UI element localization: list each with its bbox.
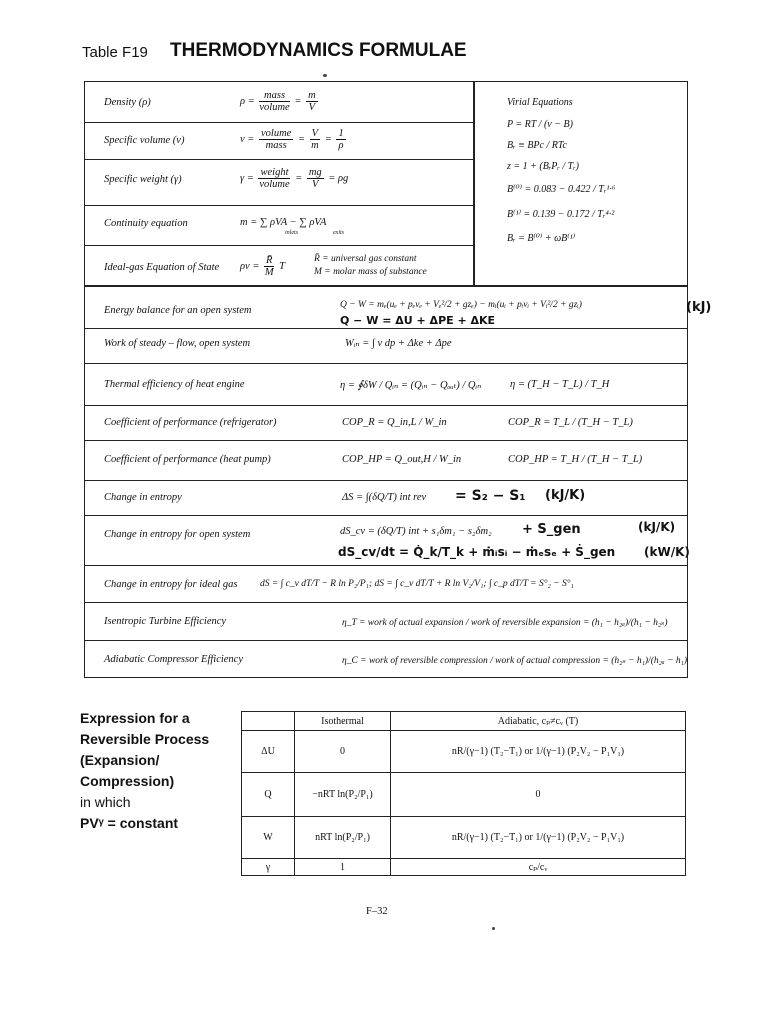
- table-row: [242, 859, 686, 876]
- divider: [84, 602, 688, 603]
- column-header-adiabatic: Adiabatic, cₚ≠cᵥ (T): [391, 712, 686, 731]
- virial-line-3: z = 1 + (BᵣPᵣ / Tᵣ): [507, 161, 579, 172]
- heading-line-3: (Expansion/: [80, 752, 160, 768]
- divider: [84, 205, 474, 206]
- divider: [84, 640, 688, 641]
- table-row: [242, 817, 686, 859]
- reversible-process-heading: [80, 708, 230, 834]
- energy-balance-formula: Q − W = mₑ(uₑ + pₑvₑ + Vₑ²/2 + gzₑ) − mᵢ(uᵢ + pᵢvᵢ + Vᵢ²/2 + gzᵢ): [340, 300, 582, 310]
- turbine-efficiency-formula: η_T = work of actual expansion / work of reversible expansion = (h₁ − h₂ₐ)/(h₁ − h₂ₛ): [342, 618, 668, 628]
- row-label-specific-weight: Specific weight (γ): [104, 174, 182, 185]
- row-label-thermal-efficiency: Thermal efficiency of heat engine: [104, 379, 245, 390]
- cop-refrigerator-carnot: COP_R = T_L / (T_H − T_L): [508, 417, 633, 428]
- page-number: F–32: [366, 906, 388, 917]
- entropy-change-handwriting: = S₂ − S₁: [455, 488, 526, 504]
- speck: [323, 74, 327, 77]
- thermal-efficiency-carnot: η = (T_H − T_L) / T_H: [510, 379, 610, 390]
- row-label-density: Density (ρ): [104, 97, 151, 108]
- table-row: [242, 731, 686, 773]
- entropy-ideal-gas-formula: dS = ∫ c_v dT/T − R ln P₂/P₁; dS = ∫ c_v dT/T + R ln V₂/V₁; ∫ c_p dT/T = S°₂ − S°₁: [260, 579, 574, 589]
- delta-u-isothermal: 0: [295, 731, 391, 773]
- specific-volume-formula: v = volume mass = $\frac{V}{m}$ = $\frac{1}{\rho}$: [240, 128, 344, 151]
- divider: [84, 565, 688, 566]
- entropy-change-formula: ΔS = ∫(δQ/T) int rev: [342, 492, 427, 503]
- row-header-gamma: γ: [242, 859, 295, 876]
- divider: [84, 363, 688, 364]
- heading-line-6: PVᵞ = constant: [80, 815, 179, 831]
- page-title: THERMODYNAMICS FORMULAE: [170, 40, 467, 61]
- row-label-specific-volume: Specific volume (v): [104, 135, 185, 146]
- steady-flow-work-formula: Wᵢₙ = ∫ v dp + Δke + Δpe: [345, 338, 452, 349]
- virial-line-6: Bᵣ = B⁽⁰⁾ + ωB⁽¹⁾: [507, 233, 576, 244]
- virial-line-4: B⁽⁰⁾ = 0.083 − 0.422 / Tᵣ¹·⁶: [507, 184, 616, 195]
- divider: [84, 440, 688, 441]
- virial-title: Virial Equations: [507, 97, 573, 108]
- row-header-q: Q: [242, 773, 295, 817]
- divider: [84, 515, 688, 516]
- thermal-efficiency-formula: η = ∮δW / Qᵢₙ = (Qᵢₙ − Qₒᵤₜ) / Qᵢₙ: [340, 380, 482, 391]
- w-isothermal: nRT ln(P₂/P₁): [295, 817, 391, 859]
- gamma-adiabatic: cₚ/cᵥ: [391, 859, 686, 876]
- virial-line-2: Bᵣ ≡ BPc / RTc: [507, 140, 567, 151]
- delta-u-adiabatic: nR/(γ−1) (T₂−T₁) or 1/(γ−1) (P₂V₂ − P₁V₁): [391, 731, 686, 773]
- row-label-steady-flow-work: Work of steady – flow, open system: [104, 338, 251, 349]
- continuity-exits: exits: [333, 230, 344, 236]
- virial-line-5: B⁽¹⁾ = 0.139 − 0.172 / Tᵣ⁴·²: [507, 209, 615, 220]
- cop-refrigerator-formula: COP_R = Q_in,L / W_in: [342, 417, 447, 428]
- entropy-rate-units-handwriting: (kW/K): [644, 545, 690, 559]
- energy-balance-handwriting: (kJ): [686, 300, 712, 315]
- row-header-delta-u: ΔU: [242, 731, 295, 773]
- row-label-entropy-change: Change in entropy: [104, 492, 182, 503]
- column-header-isothermal: Isothermal: [295, 712, 391, 731]
- row-label-turbine-efficiency: Isentropic Turbine Efficiency: [104, 616, 227, 627]
- row-label-entropy-ideal-gas: Change in entropy for ideal gas: [104, 579, 238, 590]
- energy-balance-handwriting-2: Q − W = ΔU + ΔPE + ΔKE: [340, 314, 496, 327]
- continuity-inlets: inlets: [285, 230, 298, 236]
- divider: [84, 159, 474, 160]
- row-label-cop-heat-pump: Coefficient of performance (heat pump): [104, 454, 271, 465]
- heading-line-4: Compression): [80, 773, 175, 789]
- divider: [84, 328, 688, 329]
- speck: [492, 927, 495, 930]
- divider: [84, 480, 688, 481]
- compressor-efficiency-formula: η_C = work of reversible compression / work of actual compression = (h₂ₛ − h₁)/(h₂ₐ − h₁): [342, 656, 688, 666]
- row-label-compressor-efficiency: Adiabatic Compressor Efficiency: [104, 654, 244, 665]
- heading-line-2: Reversible Process: [80, 731, 210, 747]
- entropy-open-formula: dS_cv = (δQ/T) int + s₁δm₁ − s₂δm₂: [340, 526, 492, 537]
- table-label: Table F19: [82, 44, 148, 61]
- row-label-cop-refrigerator: Coefficient of performance (refrigerator): [104, 417, 277, 428]
- row-label-energy-balance: Energy balance for an open system: [104, 305, 252, 316]
- reversible-process-table: [241, 711, 686, 876]
- entropy-open-units-handwriting: (kJ/K): [638, 520, 676, 534]
- ideal-gas-formula: ρv = $\frac{R̄}{M}$ T: [240, 255, 285, 278]
- cop-heat-pump-carnot: COP_HP = T_H / (T_H − T_L): [508, 454, 643, 465]
- heading-line-1: Expression for a: [80, 710, 190, 726]
- table-corner-cell: [242, 712, 295, 731]
- table-row: [242, 773, 686, 817]
- continuity-formula: m = ∑ ρVA − ∑ ρVA: [240, 217, 327, 228]
- row-label-ideal-gas: Ideal-gas Equation of State: [104, 262, 220, 273]
- row-label-entropy-open-system: Change in entropy for open system: [104, 529, 251, 540]
- divider: [84, 405, 688, 406]
- cop-heat-pump-formula: COP_HP = Q_out,H / W_in: [342, 454, 462, 465]
- q-adiabatic: 0: [391, 773, 686, 817]
- specific-weight-formula: γ = weight volume = $\frac{mg}{V}$ = ρg: [240, 167, 349, 190]
- w-adiabatic: nR/(γ−1) (T₂−T₁) or 1/(γ−1) (P₂V₂ − P₁V₁): [391, 817, 686, 859]
- virial-line-1: P = RT / (v − B): [507, 119, 573, 130]
- q-isothermal: −nRT ln(P₂/P₁): [295, 773, 391, 817]
- divider: [84, 122, 474, 123]
- entropy-change-units-handwriting: (kJ/K): [545, 488, 586, 503]
- ideal-gas-note-2: M = molar mass of substance: [314, 267, 427, 277]
- ideal-gas-note-1: R̄ = universal gas constant: [314, 254, 417, 264]
- row-header-w: W: [242, 817, 295, 859]
- density-formula: ρ = mass volume = $\frac{m}{V}$: [240, 90, 316, 113]
- row-label-continuity: Continuity equation: [104, 218, 188, 229]
- heading-line-5: in which: [80, 794, 131, 810]
- divider: [84, 245, 474, 246]
- entropy-open-handwriting: + S_gen: [522, 522, 581, 537]
- gamma-isothermal: 1: [295, 859, 391, 876]
- entropy-rate-handwriting: dS_cv/dt = Q̇_k/T_k + ṁᵢsᵢ − ṁₑsₑ + Ṡ_gen: [338, 545, 616, 559]
